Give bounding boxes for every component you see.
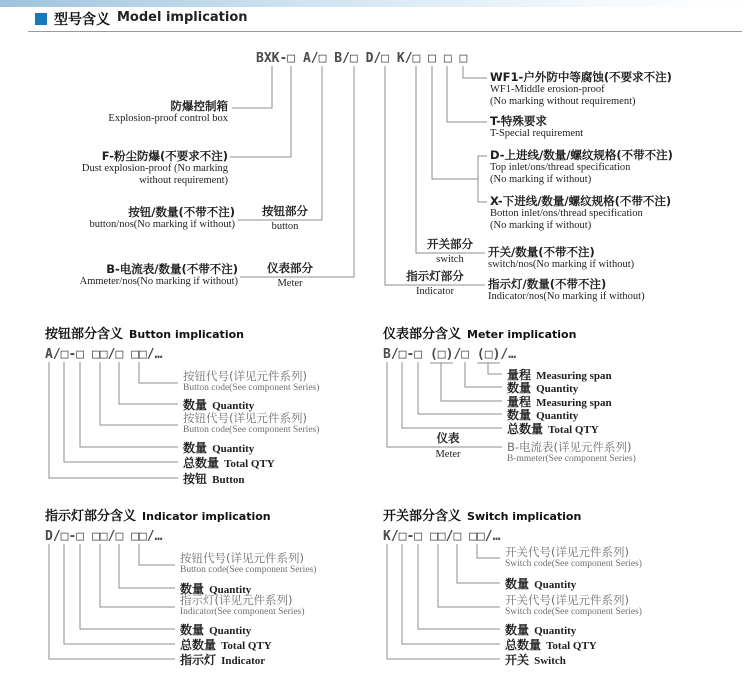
indicator-label-indicator: [180, 652, 265, 668]
label-bottom-inlet-en2: (No marking if without): [490, 220, 592, 231]
button-label-code2: [183, 411, 319, 436]
connector-line: [139, 362, 178, 383]
label-ammeter-qty: [55, 263, 238, 288]
label-bottom-inlet-zh: X-下进线/数量/螺纹规格(不带不注): [490, 194, 672, 208]
label-bottom-inlet: [490, 195, 671, 232]
switch-label-code2: [505, 593, 642, 618]
label-wf1-zh: WF1-户外防中等腐蚀(不要求不注): [490, 70, 672, 84]
meter-title-zh: 仪表部分含义: [383, 327, 462, 342]
meter-part-label: [420, 432, 476, 461]
part-indicator-zh: 指示灯部分: [406, 269, 464, 283]
label-switch-qty-zh: 开关/数量(不带不注): [488, 245, 595, 259]
section-indicator-title: [45, 508, 271, 524]
label-button-qty: [60, 206, 235, 231]
label-explosion-zh: 防爆控制箱: [170, 99, 228, 113]
meter-l2-zh: 量程: [507, 395, 532, 409]
meter-code: B/□-□ (□)/□ (□)/…: [383, 347, 517, 362]
page-title-zh: 型号含义: [54, 12, 110, 28]
switch-code: K/□-□ □□/□ □□/…: [383, 529, 501, 544]
label-top-inlet-zh: D-上进线/数量/螺纹规格(不带不注): [490, 148, 673, 162]
meter-l4-zh: 总数量: [507, 422, 544, 436]
label-dust-en2: without requirement): [139, 175, 228, 186]
connector-line: [441, 363, 502, 401]
indicator-l5-en: Indicator: [221, 655, 266, 667]
connector-line: [402, 362, 502, 428]
connector-line: [230, 66, 291, 157]
part-indicator-en: Indicator: [416, 286, 454, 297]
connector-line: [49, 362, 178, 478]
part-label-indicator: [395, 270, 475, 298]
label-ammeter-qty-en: Ammeter/nos(No marking if without): [79, 276, 238, 287]
label-top-inlet-en2: (No marking if without): [490, 174, 592, 185]
page-title-en: Model implication: [117, 10, 248, 25]
switch-l5-en: Switch: [534, 655, 566, 667]
connector-line: [438, 544, 500, 607]
switch-label-switch: [505, 652, 566, 668]
part-meter-zh: 仪表部分: [267, 261, 313, 275]
label-explosion-en: Explosion-proof control box: [108, 113, 228, 124]
indicator-l2-en: Indicator(See component Series): [180, 607, 305, 617]
indicator-code: D/□-□ □□/□ □□/…: [45, 529, 163, 544]
indicator-l4-en: Total QTY: [221, 640, 272, 652]
button-label-code1: [183, 369, 319, 394]
label-wf1-en2: (No marking without requirement): [490, 96, 636, 107]
part-label-button: [245, 205, 325, 233]
indicator-label-total: [180, 637, 272, 653]
part-label-switch: [410, 238, 490, 266]
switch-l2-en: Switch code(See component Series): [505, 607, 642, 617]
switch-l3-zh: 数量: [505, 623, 530, 637]
switch-l2-zh: 开关代号(详见元件系列): [505, 593, 629, 607]
label-t-zh: T-特殊要求: [490, 114, 547, 128]
switch-l0-zh: 开关代号(详见元件系列): [505, 545, 629, 559]
meter-l1-zh: 数量: [507, 381, 532, 395]
button-l4-zh: 总数量: [183, 456, 220, 470]
label-switch-qty: [488, 246, 634, 271]
connector-line: [418, 362, 502, 414]
part-button-zh: 按钮部分: [262, 204, 308, 218]
connector-line: [238, 66, 322, 220]
indicator-title-zh: 指示灯部分含义: [45, 509, 137, 524]
button-l1-en: Quantity: [212, 400, 255, 412]
label-button-qty-en: button/nos(No marking if without): [89, 219, 235, 230]
button-title-en: Button implication: [129, 328, 244, 341]
label-indicator-qty: [488, 278, 645, 303]
section-button-title: [45, 326, 244, 342]
switch-l4-zh: 总数量: [505, 638, 542, 652]
switch-title-zh: 开关部分含义: [383, 509, 462, 524]
indicator-l2-zh: 指示灯(详见元件系列): [180, 593, 293, 607]
part-switch-en: switch: [436, 254, 464, 265]
connector-line: [119, 544, 175, 588]
connector-line: [447, 66, 487, 122]
switch-l0-en: Switch code(See component Series): [505, 559, 642, 569]
label-t-en: T-Special requirement: [490, 128, 584, 139]
part-label-meter: [250, 262, 330, 290]
meter-l0-zh: 量程: [507, 368, 532, 382]
indicator-l0-en: Button code(See component Series): [180, 565, 317, 575]
indicator-l0-zh: 按钮代号(详见元件系列): [180, 551, 304, 565]
label-dust-explosion-proof: [40, 150, 228, 187]
part-meter-en: Meter: [277, 278, 303, 289]
button-l0-zh: 按钮代号(详见元件系列): [183, 369, 307, 383]
meter-l5-zh: B-电流表(详见元件系列): [507, 440, 632, 454]
meter-l0-en: Measuring span: [536, 370, 612, 382]
connector-line: [457, 544, 500, 583]
meter-part-en: Meter: [435, 449, 461, 460]
button-label-button: [183, 471, 245, 487]
meter-l3-zh: 数量: [507, 408, 532, 422]
connector-line: [387, 544, 500, 659]
meter-l5-en: B-mmeter(See component Series): [507, 454, 636, 464]
label-dust-zh: F-粉尘防爆(不要求不注): [101, 149, 228, 163]
button-label-total: [183, 455, 275, 471]
label-switch-qty-en: switch/nos(No marking if without): [488, 259, 635, 270]
meter-label-ammeter: [507, 440, 636, 465]
meter-l4-en: Total QTY: [548, 424, 599, 436]
label-top-inlet-en1: Top inlet/ons/thread specification: [490, 162, 631, 173]
part-switch-zh: 开关部分: [427, 237, 473, 251]
label-bottom-inlet-en1: Botton inlet/ons/thread specification: [490, 208, 643, 219]
label-dust-en1: Dust explosion-proof (No marking: [81, 163, 228, 174]
label-top-inlet: [490, 149, 673, 186]
switch-l3-en: Quantity: [534, 625, 577, 637]
indicator-l3-en: Quantity: [209, 625, 252, 637]
meter-l1-en: Quantity: [536, 383, 579, 395]
connector-line: [139, 544, 175, 565]
connector-line: [463, 66, 487, 78]
switch-l4-en: Total QTY: [546, 640, 597, 652]
connector-line: [416, 66, 485, 253]
switch-l5-zh: 开关: [505, 653, 530, 667]
label-wf1-en1: WF1-Middle erosion-proof: [490, 84, 605, 95]
meter-part-zh: 仪表: [436, 431, 460, 445]
connector-line: [49, 544, 175, 659]
switch-label-code1: [505, 545, 642, 570]
label-wf1: [490, 71, 672, 108]
button-title-zh: 按钮部分含义: [45, 327, 124, 342]
meter-label-total: [507, 421, 599, 437]
label-explosion-proof-box: [58, 100, 228, 125]
label-special-requirement: [490, 115, 583, 140]
part-button-en: button: [271, 221, 299, 232]
connector-line: [488, 363, 502, 374]
connector-line: [232, 66, 272, 108]
button-l1-zh: 数量: [183, 398, 208, 412]
main-model-code: BXK-□ A/□ B/□ D/□ K/□ □ □ □: [256, 51, 468, 66]
indicator-l3-zh: 数量: [180, 623, 205, 637]
indicator-l1-en: Quantity: [209, 584, 252, 596]
button-l0-en: Button code(See component Series): [183, 383, 320, 393]
label-ammeter-qty-zh: B-电流表/数量(不带不注): [106, 262, 238, 276]
button-l5-en: Button: [212, 474, 245, 486]
label-indicator-qty-en: Indicator/nos(No marking if without): [488, 291, 645, 302]
indicator-l5-zh: 指示灯: [180, 653, 217, 667]
label-button-qty-zh: 按钮/数量(不带不注): [128, 205, 235, 219]
button-l2-en: Button code(See component Series): [183, 425, 320, 435]
indicator-label-code2: [180, 593, 305, 618]
section-switch-title: [383, 508, 581, 524]
indicator-l1-zh: 数量: [180, 582, 205, 596]
connector-line: [418, 544, 500, 629]
switch-title-en: Switch implication: [467, 510, 582, 523]
switch-l1-zh: 数量: [505, 577, 530, 591]
button-code: A/□-□ □□/□ □□/…: [45, 347, 163, 362]
button-l4-en: Total QTY: [224, 458, 275, 470]
connector-line: [80, 544, 175, 629]
switch-label-qty1: [505, 576, 576, 592]
button-l2-zh: 按钮代号(详见元件系列): [183, 411, 307, 425]
connector-line: [477, 544, 500, 558]
connector-line: [240, 66, 354, 277]
section-meter-title: [383, 326, 576, 342]
meter-title-en: Meter implication: [467, 328, 577, 341]
meter-l3-en: Quantity: [536, 410, 579, 422]
indicator-title-en: Indicator implication: [142, 510, 271, 523]
indicator-label-code1: [180, 551, 316, 576]
label-indicator-qty-zh: 指示灯/数量(不带不注): [488, 277, 607, 291]
meter-l2-en: Measuring span: [536, 397, 612, 409]
switch-label-total: [505, 637, 597, 653]
button-l3-en: Quantity: [212, 443, 255, 455]
connector-line: [100, 544, 175, 607]
indicator-l4-zh: 总数量: [180, 638, 217, 652]
button-l5-zh: 按钮: [183, 472, 208, 486]
switch-l1-en: Quantity: [534, 579, 577, 591]
button-l3-zh: 数量: [183, 441, 208, 455]
